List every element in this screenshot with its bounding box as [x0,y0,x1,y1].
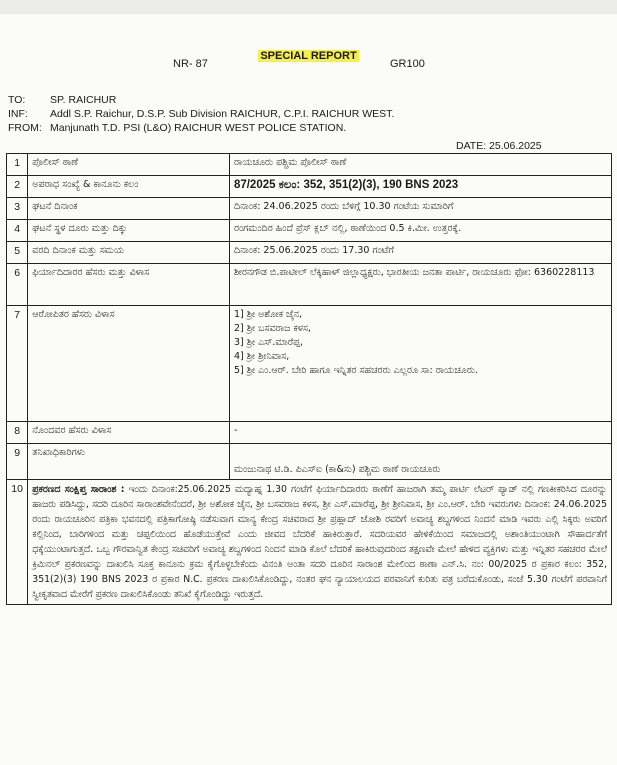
accused-item: 3] ಶ್ರೀ ಎಸ್.ಮಾರೆಪ್ಪ, [233,337,303,348]
inf-label: INF: [8,108,28,120]
row-number: 7 [7,306,28,422]
row-label: ಘಟನೆ ದಿನಾಂಕ [28,198,230,220]
report-title: SPECIAL REPORT [260,50,357,62]
row-label: ನೊಂದವರ ಹೆಸರು ವಿಳಾಸ [28,422,230,444]
row-label: ಆರೋಪಿತರ ಹೆಸರು ವಿಳಾಸ [28,306,230,422]
table-row [7,220,612,242]
row-number: 6 [7,264,28,306]
table-row [7,444,612,480]
scan-top-band [0,0,617,14]
row-value: ದಿನಾಂಕ: 25.06.2025 ರಂದು 17.30 ಗಂಟೆಗೆ [229,242,611,264]
inf-value: Addl S.P. Raichur, D.S.P. Sub Division RAICHUR, C.P.I. RAICHUR WEST. [50,108,395,120]
table-row [7,480,612,605]
table-row [7,154,612,176]
row-label: ವರದಿ ದಿನಾಂಕ ಮತ್ತು ಸಮಯ [28,242,230,264]
from-value: Manjunath T.D. PSI (L&O) RAICHUR WEST POLICE STATION. [50,122,347,134]
report-date: DATE: 25.06.2025 [456,140,542,152]
row-label: ಘಟನೆ ಸ್ಥಳ ದೂರು ಮತ್ತು ದಿಕ್ಕು [28,220,230,242]
row-label: ಪೊಲೀಸ್ ಠಾಣೆ [28,154,230,176]
table-row [7,176,612,198]
row-value: ರಂಗಮಂದಿರ ಹಿಂದೆ ಪ್ರೆಸ್ ಕ್ಲಬ್ ನಲ್ಲಿ, ಠಾಣೆಯಿಂದ 0.5 ಕಿ.ಮೀ. ಉತ್ತರಕ್ಕೆ. [229,220,611,242]
accused-item: 1] ಶ್ರೀ ಅಶೋಕ ಜೈನ, [233,309,303,320]
table-row [7,422,612,444]
nr-number: NR- 87 [173,58,208,70]
to-line [8,94,116,106]
row-number: 1 [7,154,28,176]
accused-item: 4] ಶ್ರೀ ಶ್ರೀನಿವಾಸ, [233,351,290,362]
row-value: 87/2025 ಕಲಂ: 352, 351(2)(3), 190 BNS 2023 [229,176,611,198]
accused-item: 2] ಶ್ರೀ ಬಸವರಾಜ ಕಳಸ, [233,323,311,334]
row-value: ರಾಯಚೂರು ಪಶ್ಚಿಮ ಪೊಲೀಸ್ ಠಾಣೆ [229,154,611,176]
gr-number: GR100 [390,58,425,70]
inf-line [8,108,394,120]
row-number: 2 [7,176,28,198]
row-number: 10 [7,480,28,605]
to-value: SP. RAICHUR [50,94,117,106]
row-number: 5 [7,242,28,264]
summary-text: ಇಂದು ದಿನಾಂಕ:25.06.2025 ಮದ್ಯಾಹ್ನ 1.30 ಗಂಟೆಗೆ ಫಿರ್ಯಾದಿದಾರರು ಠಾಣೆಗೆ ಹಾಜರಾಗಿ ತಮ್ಮ ಪಾರ್ಟಿ ಲೆಟರ್ ಪ್ಯಾಡ್ ನಲ್ಲಿ ಗಣಕೀಕರಿಸಿದ ದೂರನ್ನು ಹಾಜರು ಪಡಿಸಿದ್ದು, ಸದರಿ ದೂರಿನ ಸಾರಾಂಶವೇನೆಂದರೆ, ಶ್ರೀ ಅಶೋಕ ಜೈನ, ಶ್ರೀ ಬಸವರಾಜ ಕಳಸ, ಶ್ರೀ ಎಸ್.ಮಾರೆಪ್ಪ, ಶ್ರೀ ಶ್ರೀನಿವಾಸ, ಶ್ರೀ ಎಂ.ಆರ್. ಬೇರಿ ಇವರುಗಳು ದಿನಾಂಕ: 24.06.2025 ರಂದು ರಾಯಚೂರಿನ ಪತ್ರಿಕಾ ಭವನದಲ್ಲಿ ಪತ್ರಿಕಾಗೋಷ್ಠಿ ನಡೆಸುವಾಗ ಮಾನ್ಯ ಕೇಂದ್ರ ಸಚಿವರಾದ ಶ್ರೀ ಪ್ರಹ್ಲಾದ್ ಜೋಶಿ ರವರಿಗೆ ಅವಾಚ್ಯ ಶಬ್ದಗಳಿಂದ ನಿಂದನೆ ಮಾಡಿ ಇವರು ಎಲ್ಲಿ ಸಿಕ್ಕರು ಅವರಿಗೆ ಕಲ್ಲಿನಿಂದ, ಬಾರಿಗಳಿಂದ ಮತ್ತು ಚಪ್ಪಲಿಯಿಂದ ಹೊಡೆಯುತ್ತೇವೆ ಎಂದು ಜೀವದ ಬೆದರಿಕೆ ಹಾಕಿರುತ್ತಾರೆ. ಸದರಿಯವರ ಹೇಳಿಕೆಯಿಂದ ಸಮಾಜದಲ್ಲಿ ಅಶಾಂತಿಯುಂಟಾಗಿ ಸೌಹಾರ್ದತೆಗೆ ಧಕ್ಕೆಯುಂಟಾಗುತ್ತದೆ. ಒಬ್ಬ ಗೌರವಾನ್ವಿತ ಕೇಂದ್ರ ಸಚಿವರಿಗೆ ಅವಾಚ್ಯ ಶಬ್ದಗಳಿಂದ ನಿಂದನೆ ಮಾಡಿ ಕೊಲೆ ಬೆದರಿಕೆ ಹಾಕಿರುವುದರಿಂದ ತಕ್ಷಣವೇ ಮೇಲೆ ಹೇಳಿದ ವ್ಯಕ್ತಿಗಳು ಮತ್ತು ಇನ್ನಿತರ ಸಹಚರರ ಮೇಲೆ ಕ್ರಿಮಿನಲ್ ಪ್ರಕರಣವನ್ನು ದಾಖಲಿಸಿ ಸೂಕ್ತ ಕಾನೂನು ಕ್ರಮ ಕೈಗೊಳ್ಳಬೇಕೆಂದು ವಿನಂತಿ ಅಂತಾ ಸದರಿ ದೂರಿನ ಸಾರಾಂಶ ಮೇಲಿಂದ ಠಾಣಾ ಎನ್.ಸಿ. ನಂ: 00/2025 ರ ಪ್ರಕಾರ ಕಲಂ: 352, 351(2)(3) 190 BNS 2023 ರ ಪ್ರಕಾರ N.C. ಪ್ರಕರಣ ದಾಖಲಿಸಿಕೊಂಡಿದ್ದು, ನಂತರ ಘನ ನ್ಯಾಯಾಲಯದ ಪರವಾನಿಗೆ ಕುರಿತು ಪತ್ರ ಬರೆದುಕೊಂಡು, ಸಂಜೆ 5.30 ಗಂಟೆಗೆ ಪರವಾನಿಗೆ ಸ್ವೀಕೃತವಾದ ಮೇರೆಗೆ ಪ್ರಕರಣ ದಾಖಲಿಸಿಕೊಂಡು ತನಿಖೆ ಕೈಗೊಂಡಿದ್ದು ಇರುತ್ತದೆ. [32,484,607,600]
table-row [7,242,612,264]
row-value: ಮಂಜುನಾಥ ಟಿ.ಡಿ. ಪಿಎಸ್ಐ (ಕಾ&ಸು) ಪಶ್ಚಿಮ ಠಾಣೆ ರಾಯಚೂರು [229,444,611,480]
row-value: ದಿನಾಂಕ: 24.06.2025 ರಂದು ಬೆಳಿಗ್ಗೆ 10.30 ಗಂಟೆಯ ಸುಮಾರಿಗೆ [229,198,611,220]
row-number: 3 [7,198,28,220]
to-label: TO: [8,94,26,106]
case-summary [28,480,612,605]
row-value: - [229,422,611,444]
summary-heading: ಪ್ರಕರಣದ ಸಂಕ್ಷಿಪ್ತ ಸಾರಾಂಶ : [32,484,125,495]
from-label: FROM: [8,122,42,134]
row-number: 8 [7,422,28,444]
row-number: 9 [7,444,28,480]
accused-item: 5] ಶ್ರೀ ಎಂ.ಆರ್. ಬೇರಿ ಹಾಗೂ ಇನ್ನಿತರ ಸಹಚರರು ಎಲ್ಲರೂ ಸಾ: ರಾಯಚೂರು. [233,365,478,376]
report-title-wrap [0,44,617,63]
table-row [7,198,612,220]
table-row [7,264,612,306]
row-label: ತನಿಖಾಧಿಕಾರಿಗಳು [28,444,230,480]
report-table [6,153,612,605]
accused-list [229,306,611,422]
row-label: ಅಪರಾಧ ಸಂಖ್ಯೆ & ಕಾನೂನು ಕಲಂ [28,176,230,198]
row-value: ಶೀರನಗೌಡ ಬಿ.ಪಾಟೀಲ್ ಲೆಕ್ಕಿಹಾಳ್ ಜಿಲ್ಲಾಧ್ಯಕ್ಷರು, ಭಾರತೀಯ ಜನತಾ ಪಾರ್ಟಿ, ರಾಯಚೂರು ಫೋ: 6360228113 [229,264,611,306]
row-number: 4 [7,220,28,242]
table-row [7,306,612,422]
from-line [8,122,346,134]
row-label: ಫಿರ್ಯಾದಿದಾರರ ಹೆಸರು ಮತ್ತು ವಿಳಾಸ [28,264,230,306]
